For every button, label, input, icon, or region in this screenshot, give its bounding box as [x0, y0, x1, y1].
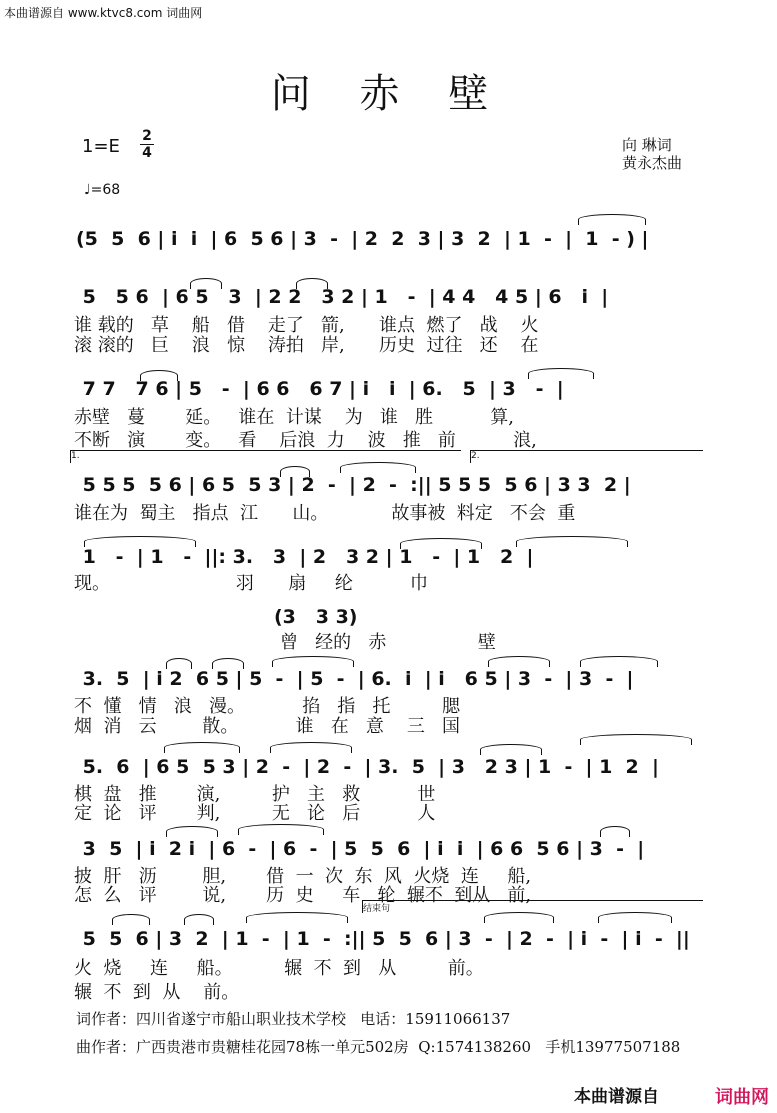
volta-2: [470, 450, 703, 463]
notation-row-2: 7 7 7 6 | 5 - | 6 6 6 7 | i i | 6. 5 | 3 - |: [76, 378, 564, 400]
volta-1: [70, 450, 461, 463]
lyric-line-1a: 谁 载的 草 船 借 走了 箭, 谁点 燃了 战 火: [74, 315, 539, 336]
slur-mark: [212, 658, 244, 669]
lyric-line-2b: 不断 演 变。 看 后浪 力 波 推 前 浪,: [74, 430, 537, 451]
notation-row-8: 3 5 | i 2 i | 6 - | 6 - | 5 5 6 | i i | 6 6 5 6 | 3 - |: [76, 838, 645, 860]
lyric-line-7a: 棋 盘 推 演, 护 主 救 世: [74, 784, 436, 805]
notation-row-3: 5 5 5 5 6 | 6 5 5 3 | 2 - | 2 - :|| 5 5 5 5 6 | 3 3 2 |: [76, 474, 631, 496]
lyricist-credit: 向 琳词: [622, 136, 672, 154]
lyric-line-6a: 不 懂 情 浪 漫。 掐 指 托 腮: [74, 696, 460, 717]
notation-row-6: 3. 5 | i 2 6 5 | 5 - | 5 - | 6. i | i 6 5 | 3 - | 3 - |: [76, 668, 634, 690]
slur-mark: [480, 744, 542, 755]
coda-label: 结束句: [363, 904, 391, 914]
lyric-line-9a: 火 烧 连 船。 辗 不 到 从 前。: [74, 958, 484, 979]
slur-mark: [166, 658, 192, 669]
lyric-line-8b: 怎 么 评 说, 历 史 车 轮 辗不 到从 前,: [74, 885, 532, 906]
tie-mark: [238, 824, 324, 835]
tie-mark: [516, 536, 628, 547]
slur-mark: [112, 914, 150, 925]
composer-info: 曲作者：广西贵港市贵糖桂花园78栋一单元502房 Q:1574138260 手机13977507188: [76, 1038, 681, 1056]
lyric-line-pickup: 曾 经的 赤 壁: [280, 632, 496, 653]
slur-mark: [184, 914, 214, 925]
time-top: 2: [142, 128, 152, 144]
key-signature: 1=E: [82, 136, 120, 157]
notation-row-intro: (5 5 6 | i i | 6 5 6 | 3 - | 2 2 3 | 3 2 | 1 - | 1 - ) |: [76, 228, 649, 250]
tie-mark: [598, 912, 672, 923]
volta-1-label: 1.: [71, 451, 80, 461]
tie-mark: [246, 912, 348, 923]
tempo-mark: ♩=68: [84, 182, 121, 198]
lyric-line-7b: 定 论 评 判, 无 论 后 人: [74, 803, 436, 824]
tie-mark: [270, 742, 352, 753]
notation-row-7: 5. 6 | 6 5 5 3 | 2 - | 2 - | 3. 5 | 3 2 3 | 1 - | 1 2 |: [76, 756, 659, 778]
lyric-line-4: 现。 羽 扇 纶 巾: [74, 573, 429, 594]
lyric-line-2a: 赤壁 蔓 延。 谁在 计谋 为 谁 胜 算,: [74, 407, 514, 428]
notation-row-pickup: (3 3 3): [274, 606, 358, 628]
slur-mark: [166, 826, 218, 837]
slur-mark: [600, 826, 630, 837]
tie-mark: [580, 656, 658, 667]
lyric-line-3: 谁在为 蜀主 指点 江 山。 故事被 料定 不会 重: [74, 503, 576, 524]
slur-mark: [400, 538, 482, 549]
page-title: 问 赤 壁: [270, 71, 507, 117]
composer-credit: 黄永杰曲: [622, 154, 683, 172]
watermark-logo: 词曲网: [715, 1087, 769, 1108]
notation-row-4: 1 - | 1 - ||: 3. 3 | 2 3 2 | 1 - | 1 2 |: [76, 546, 534, 568]
time-signature: [140, 128, 154, 161]
tie-mark: [340, 462, 416, 473]
coda-bracket: [362, 900, 703, 913]
notation-row-1: 5 5 6 | 6 5 3 | 2 2 3 2 | 1 - | 4 4 4 5 | 6 i |: [76, 286, 609, 308]
lyric-line-6b: 烟 消 云 散。 谁 在 意 三 国: [74, 716, 460, 737]
lyric-line-9b: 辗 不 到 从 前。: [74, 982, 240, 1003]
slur-mark: [190, 278, 222, 289]
volta-2-label: 2.: [471, 451, 480, 461]
slur-mark: [528, 368, 594, 379]
slur-mark: [488, 656, 550, 667]
tie-mark: [580, 734, 692, 745]
slur-mark: [164, 742, 240, 753]
time-bottom: 4: [140, 144, 154, 161]
tie-mark: [84, 536, 196, 547]
watermark-source: 本曲谱源自: [574, 1087, 659, 1107]
slur-mark: [280, 466, 310, 477]
site-header: 本曲谱源自 www.ktvc8.com 词曲网: [4, 6, 203, 20]
notation-row-9: 5 5 6 | 3 2 | 1 - | 1 - :|| 5 5 6 | 3 - | 2 - | i - | i - ||: [76, 928, 690, 950]
tie-mark: [272, 656, 354, 667]
lyricist-info: 词作者：四川省遂宁市船山职业技术学校 电话：15911066137: [76, 1010, 511, 1028]
lyric-line-1b: 滚 滚的 巨 浪 惊 涛拍 岸, 历史 过往 还 在: [74, 335, 539, 356]
lyric-line-8a: 披 肝 沥 胆, 借 一 次 东 风 火烧 连 船,: [74, 866, 532, 887]
slur-mark: [484, 912, 554, 923]
tie-mark: [578, 214, 646, 225]
slur-mark: [140, 370, 178, 381]
slur-mark: [296, 278, 328, 289]
